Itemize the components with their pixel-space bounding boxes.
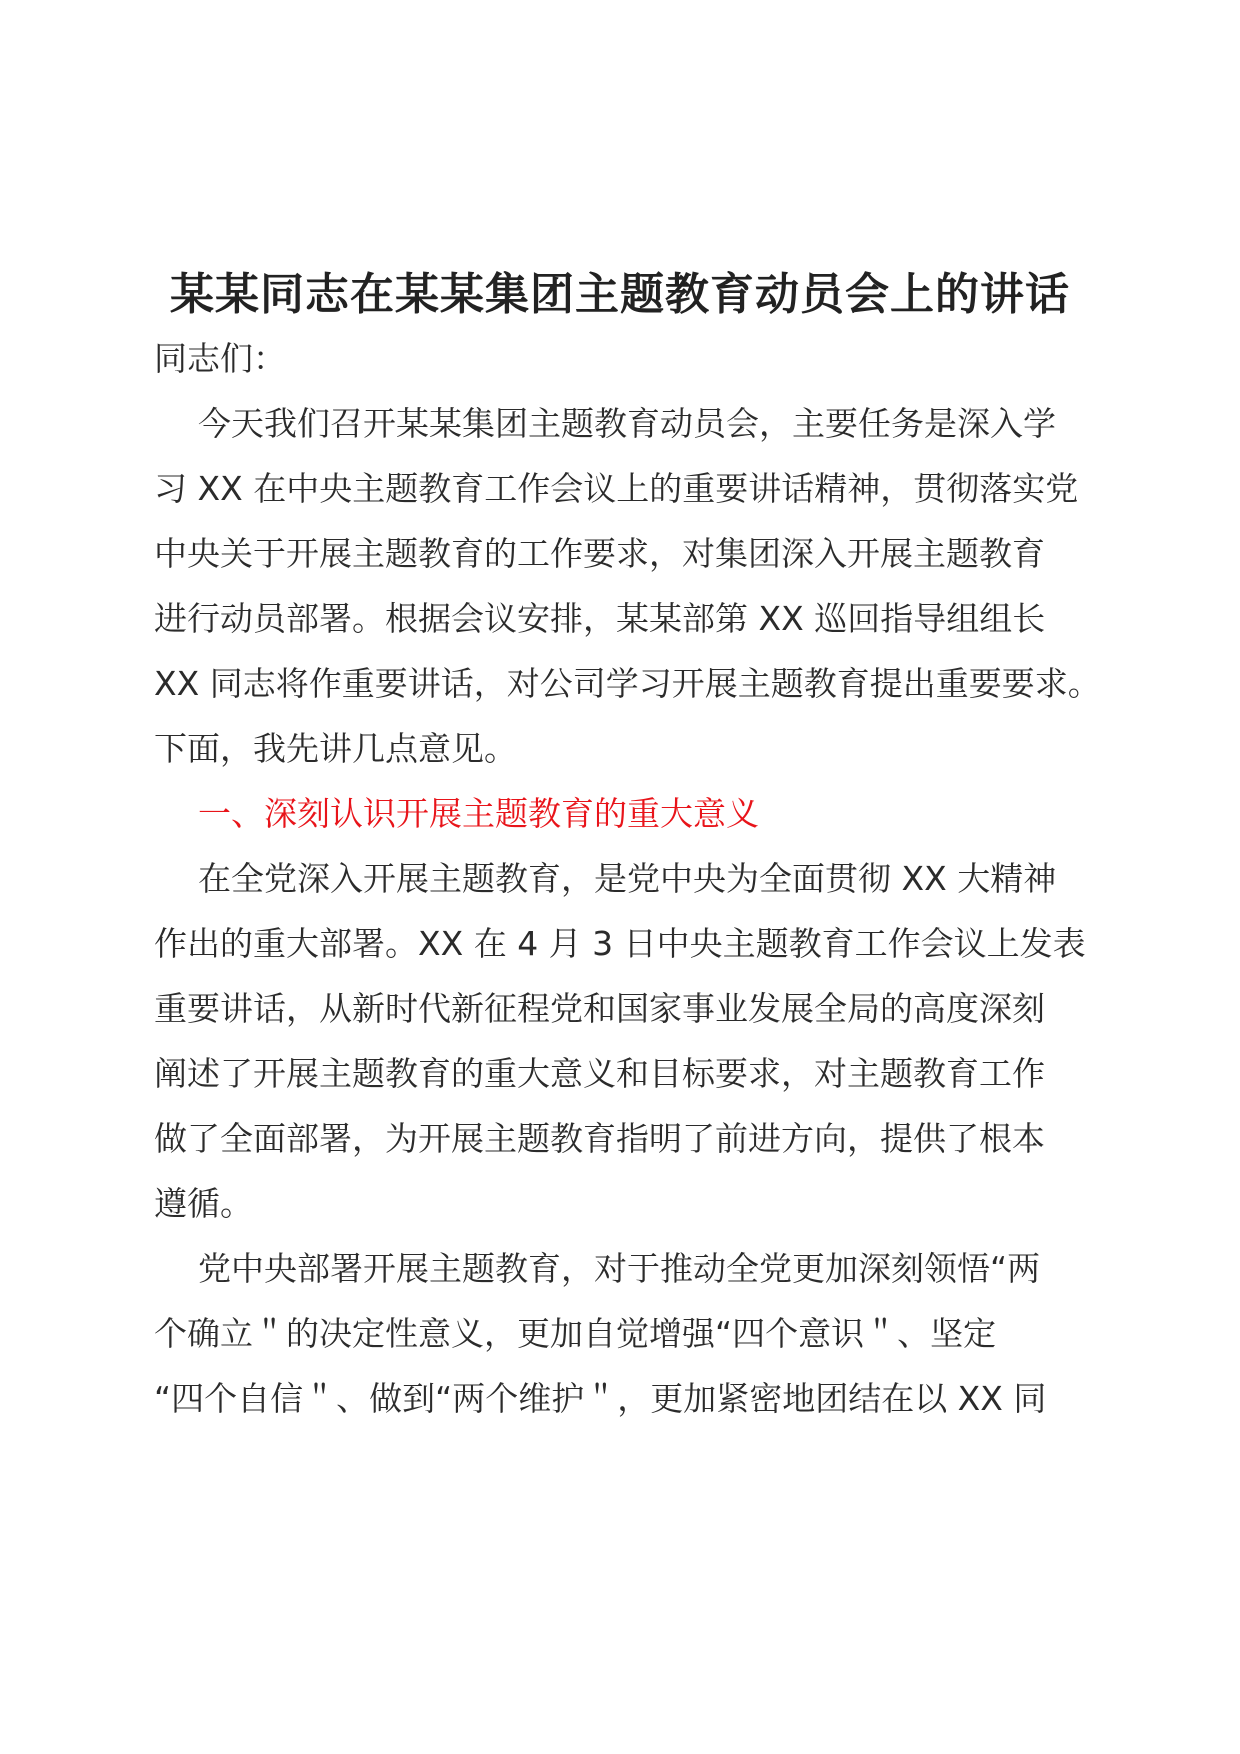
text-line: 做了全面部署，为开展主题教育指明了前进方向，提供了根本 xyxy=(154,1119,1045,1158)
text-line: 遵循。 xyxy=(154,1184,253,1223)
text-line: 作出的重大部署。XX 在 4 月 3 日中央主题教育工作会议上发表 xyxy=(154,924,1086,963)
salutation: 同志们： xyxy=(154,339,286,378)
text-line: 个确立＂的决定性意义，更加自觉增强“四个意识＂、坚定 xyxy=(154,1314,997,1353)
text-line: 阐述了开展主题教育的重大意义和目标要求，对主题教育工作 xyxy=(154,1054,1045,1093)
text-line: 重要讲话，从新时代新征程党和国家事业发展全局的高度深刻 xyxy=(154,989,1045,1028)
paragraph-intro xyxy=(154,391,1101,781)
document-title: 某某同志在某某集团主题教育动员会上的讲话 xyxy=(170,269,1070,321)
text-line: 今天我们召开某某集团主题教育动员会，主要任务是深入学 xyxy=(198,404,1056,443)
text-line: 中央关于开展主题教育的工作要求，对集团深入开展主题教育 xyxy=(154,534,1045,573)
paragraph-significance xyxy=(154,846,1094,1236)
text-line: 在全党深入开展主题教育，是党中央为全面贯彻 XX 大精神 xyxy=(198,859,1057,898)
text-line: XX 同志将作重要讲话，对公司学习开展主题教育提出重要要求。 xyxy=(154,664,1101,703)
paragraph-deployment xyxy=(154,1236,1094,1431)
text-line: 进行动员部署。根据会议安排，某某部第 XX 巡回指导组组长 xyxy=(154,599,1046,638)
section-heading: 一、深刻认识开展主题教育的重大意义 xyxy=(198,794,759,833)
text-line: 下面，我先讲几点意见。 xyxy=(154,729,517,768)
text-line: “四个自信＂、做到“两个维护＂，更加紧密地团结在以 XX 同 xyxy=(154,1379,1047,1418)
text-line: 党中央部署开展主题教育，对于推动全党更加深刻领悟“两 xyxy=(198,1249,1041,1288)
text-line: 习 XX 在中央主题教育工作会议上的重要讲话精神，贯彻落实党 xyxy=(154,469,1079,508)
document-body xyxy=(154,326,1101,1431)
